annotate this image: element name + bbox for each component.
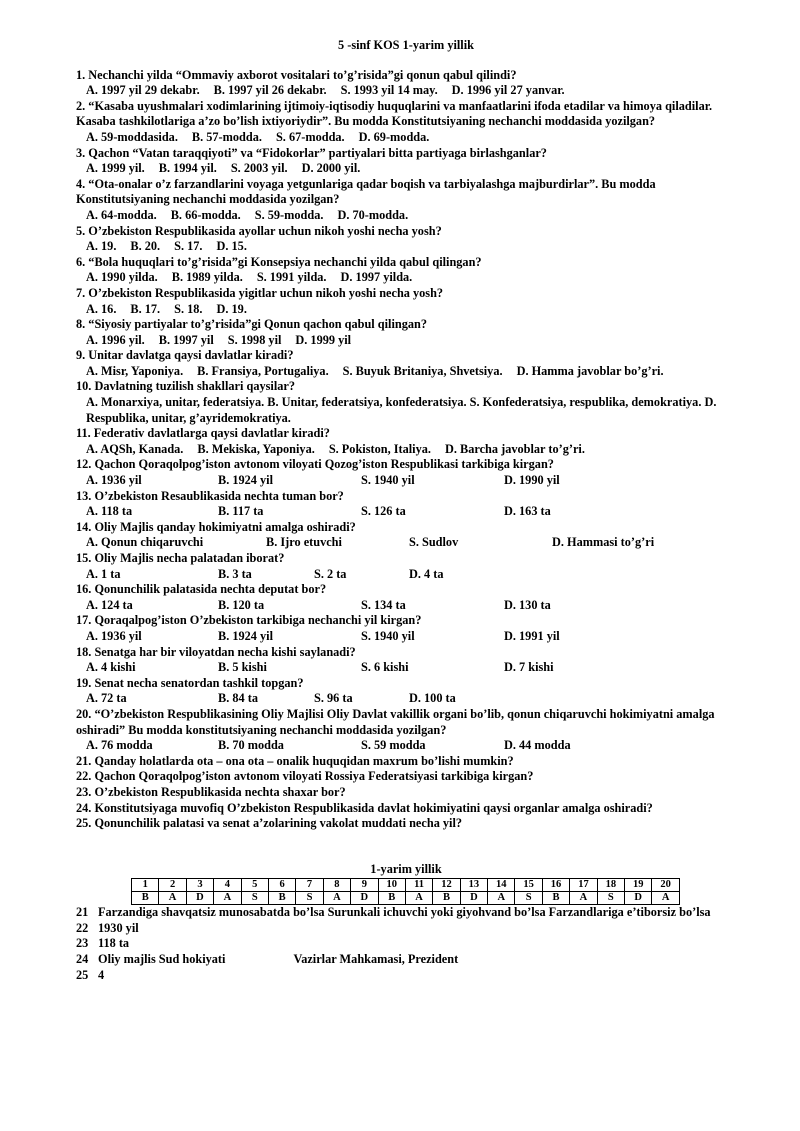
option-a: A. 59-moddasida.: [86, 129, 178, 144]
open-question-list: [76, 754, 726, 832]
question-text: 6. “Bola huquqlari to’g’risida”gi Konsepsiya nechanchi yilda qabul qilingan?: [76, 254, 482, 269]
answer-key-letters-row: [132, 892, 680, 905]
key-number-cell: 10: [378, 879, 405, 892]
option-s: S. 134 ta: [361, 597, 406, 612]
options-row: [76, 83, 726, 99]
worksheet: [76, 38, 726, 983]
key-number-cell: 12: [433, 879, 460, 892]
question-item: [76, 317, 726, 348]
option-d: D. 70-modda.: [337, 207, 409, 222]
option-a: A. AQSh, Kanada.: [86, 441, 184, 456]
question-item: [76, 146, 726, 177]
question-text: 15. Oliy Majlis necha palatadan iborat?: [76, 551, 285, 565]
answer-text: 1930 yil: [98, 920, 139, 935]
question-text: 13. O’zbekiston Resaublikasida nechta tuman bor?: [76, 488, 344, 503]
option-d: D. 163 ta: [504, 504, 551, 519]
option-s: S. Pokiston, Italiya.: [328, 441, 431, 456]
question-list-columns: [76, 457, 726, 753]
options-row: [76, 535, 726, 551]
options-row: [76, 270, 726, 286]
answer-22: [76, 921, 726, 937]
answer-text: 4: [98, 967, 105, 982]
options-row: [76, 333, 726, 349]
answer-key-numbers-row: [132, 879, 680, 892]
open-question: 24. Konstitutsiyaga muvofiq O’zbekiston Respublikasida davlat hokimiyatini qaysi organlar amalga oshiradi?: [76, 800, 653, 815]
answer-text: Oliy majlis Sud hokiyati: [98, 952, 226, 967]
answer-23: [76, 936, 726, 952]
options-row: [76, 629, 726, 645]
option-d: D. 130 ta: [504, 597, 551, 612]
option-b: B. 1989 yilda.: [171, 270, 243, 285]
option-a: A. 4 kishi: [86, 660, 136, 675]
question-text: 18. Senatga har bir viloyatdan necha kishi saylanadi?: [76, 644, 356, 659]
option-b: B. Mekiska, Yaponiya.: [197, 441, 315, 456]
key-number-cell: 18: [597, 879, 624, 892]
option-s: S. 6 kishi: [361, 660, 409, 675]
question-item: [76, 379, 726, 426]
key-letter-cell: B: [542, 892, 569, 905]
key-number-cell: 15: [515, 879, 542, 892]
option-b: B. 1997 yil: [158, 332, 214, 347]
key-number-cell: 19: [625, 879, 652, 892]
key-number-cell: 11: [405, 879, 432, 892]
options-row: [76, 738, 726, 754]
options-row: [76, 567, 726, 583]
options-row: [76, 473, 726, 489]
option-s: S. 18.: [174, 301, 203, 316]
option-b: B. 5 kishi: [218, 660, 267, 675]
key-number-cell: 8: [323, 879, 350, 892]
key-letter-cell: A: [159, 892, 186, 905]
key-letter-cell: S: [296, 892, 323, 905]
options-row: [76, 504, 726, 520]
answer-number: 23: [76, 936, 89, 951]
option-a: A. 72 ta: [86, 691, 127, 706]
option-s: S. 17.: [174, 239, 203, 254]
option-d: D. 1999 yil: [295, 332, 352, 347]
answer-21: [76, 905, 726, 921]
option-a: A. 1997 yil 29 dekabr.: [86, 83, 200, 98]
option-d: D. 69-modda.: [358, 129, 430, 144]
key-number-cell: 17: [570, 879, 597, 892]
option-s: S. 126 ta: [361, 504, 406, 519]
question-text: 9. Unitar davlatga qaysi davlatlar kiradi?: [76, 348, 294, 363]
option-d: D. 15.: [216, 239, 247, 254]
question-text: 17. Qoraqalpog’iston O’zbekiston tarkibiga nechanchi yil kirgan?: [76, 613, 422, 628]
option-d: D. 19.: [216, 301, 247, 316]
key-letter-cell: A: [570, 892, 597, 905]
options-row: [76, 598, 726, 614]
question-item: [76, 426, 726, 457]
question-item: [76, 224, 726, 255]
option-a: A. 1996 yil.: [86, 332, 145, 347]
question-text: 12. Qachon Qoraqolpog’iston avtonom viloyati Qozog’iston Respublikasi tarkibiga kirgan?: [76, 457, 554, 472]
answer-key-title: 1-yarim yillik: [370, 861, 442, 876]
options-row: [76, 239, 726, 255]
key-letter-cell: S: [241, 892, 268, 905]
option-b: B. 1924 yil: [218, 473, 273, 488]
option-s: S. 1998 yil: [227, 332, 282, 347]
option-d: D. Hammasi to’g’ri: [552, 535, 655, 550]
key-number-cell: 13: [460, 879, 487, 892]
option-b: B. 1994 yil.: [158, 161, 217, 176]
answer-number: 24: [76, 952, 89, 967]
option-a: A. Qonun chiqaruvchi: [86, 535, 204, 550]
answer-25: [76, 968, 726, 984]
option-b: B. 1924 yil: [218, 628, 273, 643]
option-s: S. 67-modda.: [275, 129, 345, 144]
option-d: D. 44 modda: [504, 738, 571, 753]
question-text: 7. O’zbekiston Respublikasida yigitlar uchun nikoh yoshi necha yosh?: [76, 285, 444, 300]
question-item: [76, 255, 726, 286]
option-a: A. 1936 yil: [86, 473, 142, 488]
question-text: 14. Oliy Majlis qanday hokimiyatni amalga oshiradi?: [76, 519, 356, 534]
key-number-cell: 9: [351, 879, 378, 892]
key-letter-cell: D: [186, 892, 213, 905]
option-s: S. 59-modda.: [254, 207, 324, 222]
answer-text: Farzandiga shavqatsiz munosabatda bo’lsa Surunkali ichuvchi yoki giyohvand bo’lsa Farzandlariga e’tiborsiz bo’lsa: [98, 905, 711, 920]
key-number-cell: 20: [652, 879, 679, 892]
open-question: 25. Qonunchilik palatasi va senat a’zolarining vakolat muddati necha yil?: [76, 816, 463, 831]
options-row: [76, 660, 726, 676]
option-a: A. 64-modda.: [86, 207, 157, 222]
option-d: D. 7 kishi: [504, 660, 554, 675]
option-b: B. 120 ta: [218, 597, 265, 612]
question-text: 20. “O’zbekiston Respublikasining Oliy Majlisi Oliy Davlat vakillik organi bo’lib, qonun chiqaruvchi hokimiyatni amalga oshiradi” Bu modda konstitutsiyaning nechanchi moddasida yozilgan?: [76, 706, 715, 737]
option-s: S. 59 modda: [361, 738, 426, 753]
open-question: 23. O’zbekiston Respublikasida nechta shaxar bor?: [76, 784, 346, 799]
option-s: S. Buyuk Britaniya, Shvetsiya.: [342, 363, 503, 378]
question-text: 10. Davlatning tuzilish shakllari qaysilar?: [76, 379, 295, 394]
key-number-cell: 6: [268, 879, 295, 892]
answer-number: 25: [76, 967, 89, 982]
question-item: [76, 676, 726, 707]
options-row: [76, 130, 726, 146]
options-row: [76, 161, 726, 177]
option-d: D. Hamma javoblar bo’g’ri.: [516, 363, 664, 378]
key-number-cell: 1: [132, 879, 159, 892]
option-a: A. 1999 yil.: [86, 161, 145, 176]
key-letter-cell: B: [268, 892, 295, 905]
answer-number: 22: [76, 920, 89, 935]
question-text: 1. Nechanchi yilda “Ommaviy axborot vositalari to’g’risida”gi qonun qabul qilindi?: [76, 67, 517, 82]
option-b: B. 66-modda.: [170, 207, 241, 222]
option-s: S. Sudlov: [409, 535, 459, 550]
question-item: [76, 348, 726, 379]
question-item: [76, 613, 726, 644]
key-letter-cell: B: [378, 892, 405, 905]
key-letter-cell: A: [652, 892, 679, 905]
key-letter-cell: S: [515, 892, 542, 905]
option-d: D. 1996 yil 27 yanvar.: [451, 83, 565, 98]
question-item: [76, 99, 726, 146]
answer-number: 21: [76, 905, 89, 920]
key-letter-cell: S: [597, 892, 624, 905]
options-row: [76, 208, 726, 224]
option-s: S. 1940 yil: [361, 473, 415, 488]
option-d: D. 1991 yil: [504, 628, 560, 643]
option-a: A. 1990 yilda.: [86, 270, 158, 285]
key-number-cell: 16: [542, 879, 569, 892]
question-list: [76, 68, 726, 458]
option-d: D. 1990 yil: [504, 473, 560, 488]
key-number-cell: 2: [159, 879, 186, 892]
key-letter-cell: D: [625, 892, 652, 905]
option-d: D. 4 ta: [409, 566, 444, 581]
option-d: D. 2000 yil.: [301, 161, 361, 176]
question-item: [76, 582, 726, 613]
option-a: A. 19.: [86, 239, 117, 254]
question-text: 16. Qonunchilik palatasida nechta deputat bor?: [76, 582, 327, 597]
option-b: B. 117 ta: [218, 504, 264, 519]
option-a: A. 1 ta: [86, 566, 121, 581]
options-row: [76, 302, 726, 318]
options-row: [76, 691, 726, 707]
question-item: [76, 68, 726, 99]
option-b: B. 20.: [130, 239, 161, 254]
question-item: [76, 551, 726, 582]
question-text: 8. “Siyosiy partiyalar to’g’risida”gi Qonun qachon qabul qilingan?: [76, 317, 428, 332]
question-item: [76, 520, 726, 551]
option-d: D. 100 ta: [409, 691, 456, 706]
key-letter-cell: D: [351, 892, 378, 905]
key-letter-cell: A: [214, 892, 241, 905]
question-text: 5. O’zbekiston Respublikasida ayollar uchun nikoh yoshi necha yosh?: [76, 223, 442, 238]
options-row: [76, 364, 726, 380]
option-d: D. Barcha javoblar to’g’ri.: [444, 441, 585, 456]
page-title: 5 -sinf KOS 1-yarim yillik: [338, 38, 474, 52]
question-text: 11. Federativ davlatlarga qaysi davlatlar kiradi?: [76, 426, 330, 441]
option-d: D. 1997 yilda.: [340, 270, 413, 285]
option-s: S. 2003 yil.: [230, 161, 288, 176]
answer-key-table: [131, 878, 680, 905]
question-text: 4. “Ota-onalar o’z farzandlarini voyaga yetgunlariga qadar boqish va tarbiyalashga majburdirlar”. Bu modda Konstitutsiyaning nechanchi moddasida yozilgan?: [76, 176, 656, 207]
key-letter-cell: D: [460, 892, 487, 905]
option-a: A. 16.: [86, 301, 117, 316]
option-s: S. 96 ta: [314, 691, 353, 706]
option-s: S. 1940 yil: [361, 628, 415, 643]
question-item: [76, 645, 726, 676]
key-number-cell: 4: [214, 879, 241, 892]
open-question: 22. Qachon Qoraqolpog’iston avtonom viloyati Rossiya Federatsiyasi tarkibiga kirgan?: [76, 769, 534, 784]
key-letter-cell: B: [433, 892, 460, 905]
key-letter-cell: A: [488, 892, 515, 905]
option-a: A. Misr, Yaponiya.: [86, 363, 184, 378]
answer-text: 118 ta: [98, 936, 130, 951]
option-b: B. Fransiya, Portugaliya.: [197, 363, 329, 378]
option-b: B. 17.: [130, 301, 161, 316]
key-letter-cell: B: [132, 892, 159, 905]
question-item: [76, 286, 726, 317]
question-text: 2. “Kasaba uyushmalari xodimlarining ijtimoiy-iqtisodiy huquqlarini va manfaatlarini ifoda etadilar va himoya qiladilar. Kasaba tashkilotlariga a’zo bo’lish ixtiyoriydir”. Bu modda Konstitutsiyaning nechanchi moddasida yozilgan?: [76, 98, 713, 129]
option-b: B. 84 ta: [218, 691, 258, 706]
option-a: A. 1936 yil: [86, 628, 142, 643]
option-s: S. 1993 yil 14 may.: [340, 83, 438, 98]
key-number-cell: 14: [488, 879, 515, 892]
open-question: 21. Qanday holatlarda ota – ona ota – onalik huquqidan maxrum bo’lishi mumkin?: [76, 753, 514, 768]
option-b: B. 3 ta: [218, 566, 252, 581]
option-b: B. 1997 yil 26 dekabr.: [213, 83, 327, 98]
answer-24: [76, 952, 726, 968]
options-row: [76, 442, 726, 458]
option-a: A. 124 ta: [86, 597, 133, 612]
option-a: A. 76 modda: [86, 738, 153, 753]
question-item: [76, 489, 726, 520]
question-item: [76, 177, 726, 224]
option-b: B. 57-modda.: [191, 129, 262, 144]
question-text: 3. Qachon “Vatan taraqqiyoti” va “Fidokorlar” partiyalari bitta partiyaga birlashganlar?: [76, 145, 547, 160]
question-item: [76, 457, 726, 488]
option-s: S. 2 ta: [314, 566, 347, 581]
key-number-cell: 3: [186, 879, 213, 892]
key-letter-cell: A: [323, 892, 350, 905]
option-b: B. 70 modda: [218, 738, 284, 753]
options-text: A. Monarxiya, unitar, federatsiya. B. Unitar, federatsiya, konfederatsiya. S. Konfederatsiya, respublika, demokratiya. D. Respublika, unitar, g’ayridemokratiya.: [86, 395, 717, 425]
question-item: [76, 707, 726, 754]
key-letter-cell: A: [405, 892, 432, 905]
answer-text-2: Vazirlar Mahkamasi, Prezident: [293, 952, 459, 967]
key-number-cell: 7: [296, 879, 323, 892]
question-text: 19. Senat necha senatordan tashkil topgan?: [76, 675, 304, 690]
option-b: B. Ijro etuvchi: [266, 535, 342, 550]
option-a: A. 118 ta: [86, 504, 133, 519]
key-number-cell: 5: [241, 879, 268, 892]
option-s: S. 1991 yilda.: [256, 270, 327, 285]
